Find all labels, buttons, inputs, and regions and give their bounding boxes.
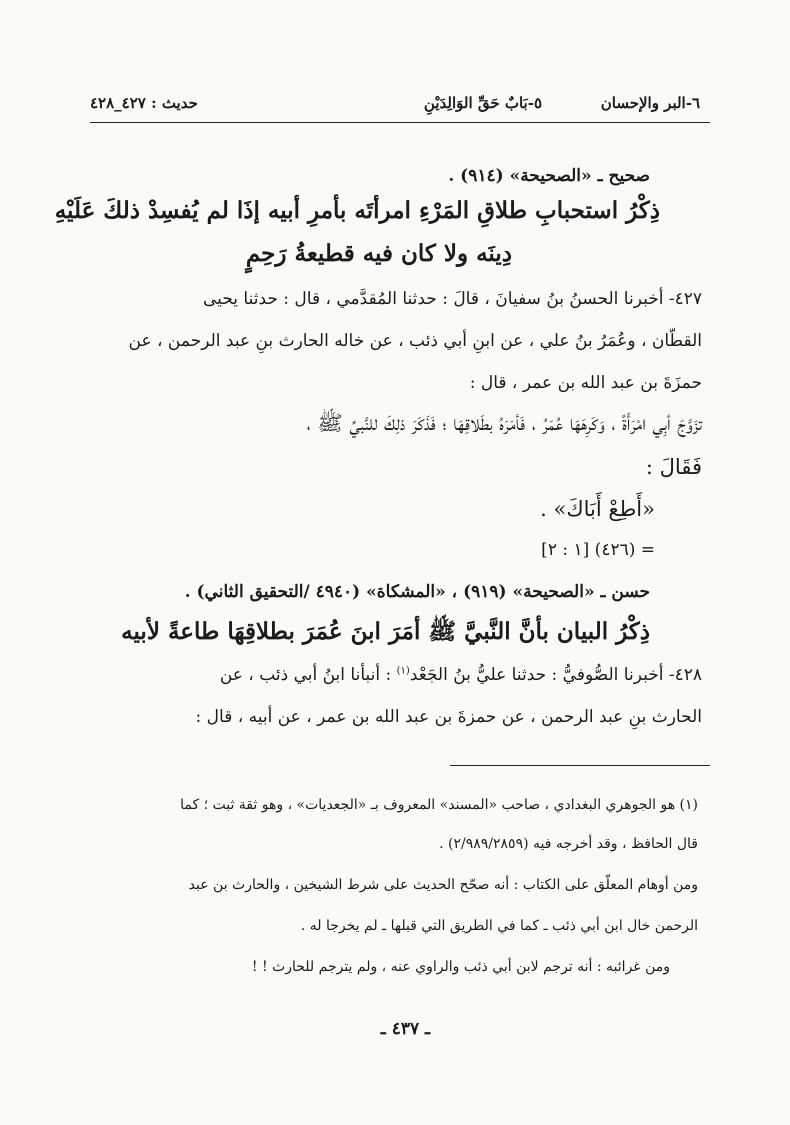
page-number: ـ ٤٣٧ ـ (380, 1019, 430, 1039)
chapter-title-428: ذِكْرُ البيان بأنَّ النَّبيَّ ﷺ أمَرَ ابنَ عُمَرَ بطلاقِهَا طاعةً لأبيه (121, 618, 650, 645)
footnote-1-line4: الرحمن خال ابن أبي ذئب ـ كما في الطريق التي قبلها ـ لم يخرجا له . (300, 918, 698, 934)
isnad-427-line3: حمزَةَ بن عبد الله بن عمر ، قال : (469, 373, 702, 393)
header-book: ٦-البر والإحسان (600, 94, 700, 112)
isnad-427-line1: ٤٢٧- أخبرنا الحسنُ بنُ سفيانَ ، قالَ : حدثنا المُقدَّمي ، قال : حدثنا يحيى (203, 289, 702, 309)
isnad-427-line2: القطّان ، وعُمَرُ بنُ علي ، عن ابنِ أبي ذئب ، عن خاله الحارث بنِ عبد الرحمن ، عن (128, 331, 702, 351)
matn-427-line2: فَقَالَ : (645, 455, 702, 479)
matn-427-line3: «أَطِعْ أَبَاكَ» . (540, 497, 655, 521)
footnote-marker[interactable]: (١) (396, 665, 410, 677)
footnote-separator (450, 765, 710, 766)
isnad-428-line1: ٤٢٨- أخبرنا الصُّوفيُّ : حدثنا عليُّ بنُ الجَعْد$^{(١)}$ : أنبأنا ابنُ أبي ذئب ، عن (219, 665, 702, 685)
header-chapter: ٥-بَابٌ حَقِّ الوَالِدَيْنِ (423, 94, 542, 112)
footnote-1-line3: ومن أوهام المعلّق على الكتاب : أنه صحّح الحديث على شرط الشيخين ، والحارث بن عبد (188, 877, 698, 893)
footnote-1-line5: ومن غرائبه : أنه ترجم لابن أبي ذئب والراوي عنه ، ولم يترجم للحارث ! ! (251, 959, 670, 975)
matn-427-line1: تزَوَّجَ أبِي امْرَأَةً ، وَكَرِهَهَا عُمَرُ ، فَأمَرَهُ بطَلاقِهَا ؛ فَذَكَرَ ذلِكَ للنَّبيِّ ﷺ ، (306, 411, 702, 435)
grade-427: حسن ـ «الصحيحة» (٩١٩) ، «المشكاة» (٤٩٤٠ /التحقيق الثاني) . (184, 582, 650, 602)
grade-previous: صحيح ـ «الصحيحة» (٩١٤) . (448, 166, 650, 186)
footnote-1-line2: قال الحافظ ، وقد أخرجه فيه (٢/٩٨٩/٢٨٥٩) . (439, 836, 698, 852)
header-rule (90, 122, 710, 123)
chapter-title-427-line2: دِينَه ولا كان فيه قطيعةُ رَحِمٍ (245, 240, 512, 267)
isnad-428-line2: الحارث بنِ عبد الرحمن ، عن حمزةَ بن عبد الله بن عمر ، عن أبيه ، قال : (195, 707, 702, 727)
chapter-title-427-line1: ذِكْرُ استحبابِ طلاقِ المَرْءِ امرأتَه بأمرِ أبيه إذَا لم يُفسِدْ ذلكَ عَلَيْهِ (54, 197, 660, 224)
footnote-1-line1: (١) هو الجوهري البغدادي ، صاحب «المسند» المعروف بـ «الجعديات» ، وهو ثقة ثبت ؛ كما (180, 797, 698, 813)
header-hadith-range: حديث : ٤٢٧_٤٢٨ (90, 94, 198, 112)
cross-reference-427: = (٤٢٦) [١ : ٢] (541, 540, 655, 560)
